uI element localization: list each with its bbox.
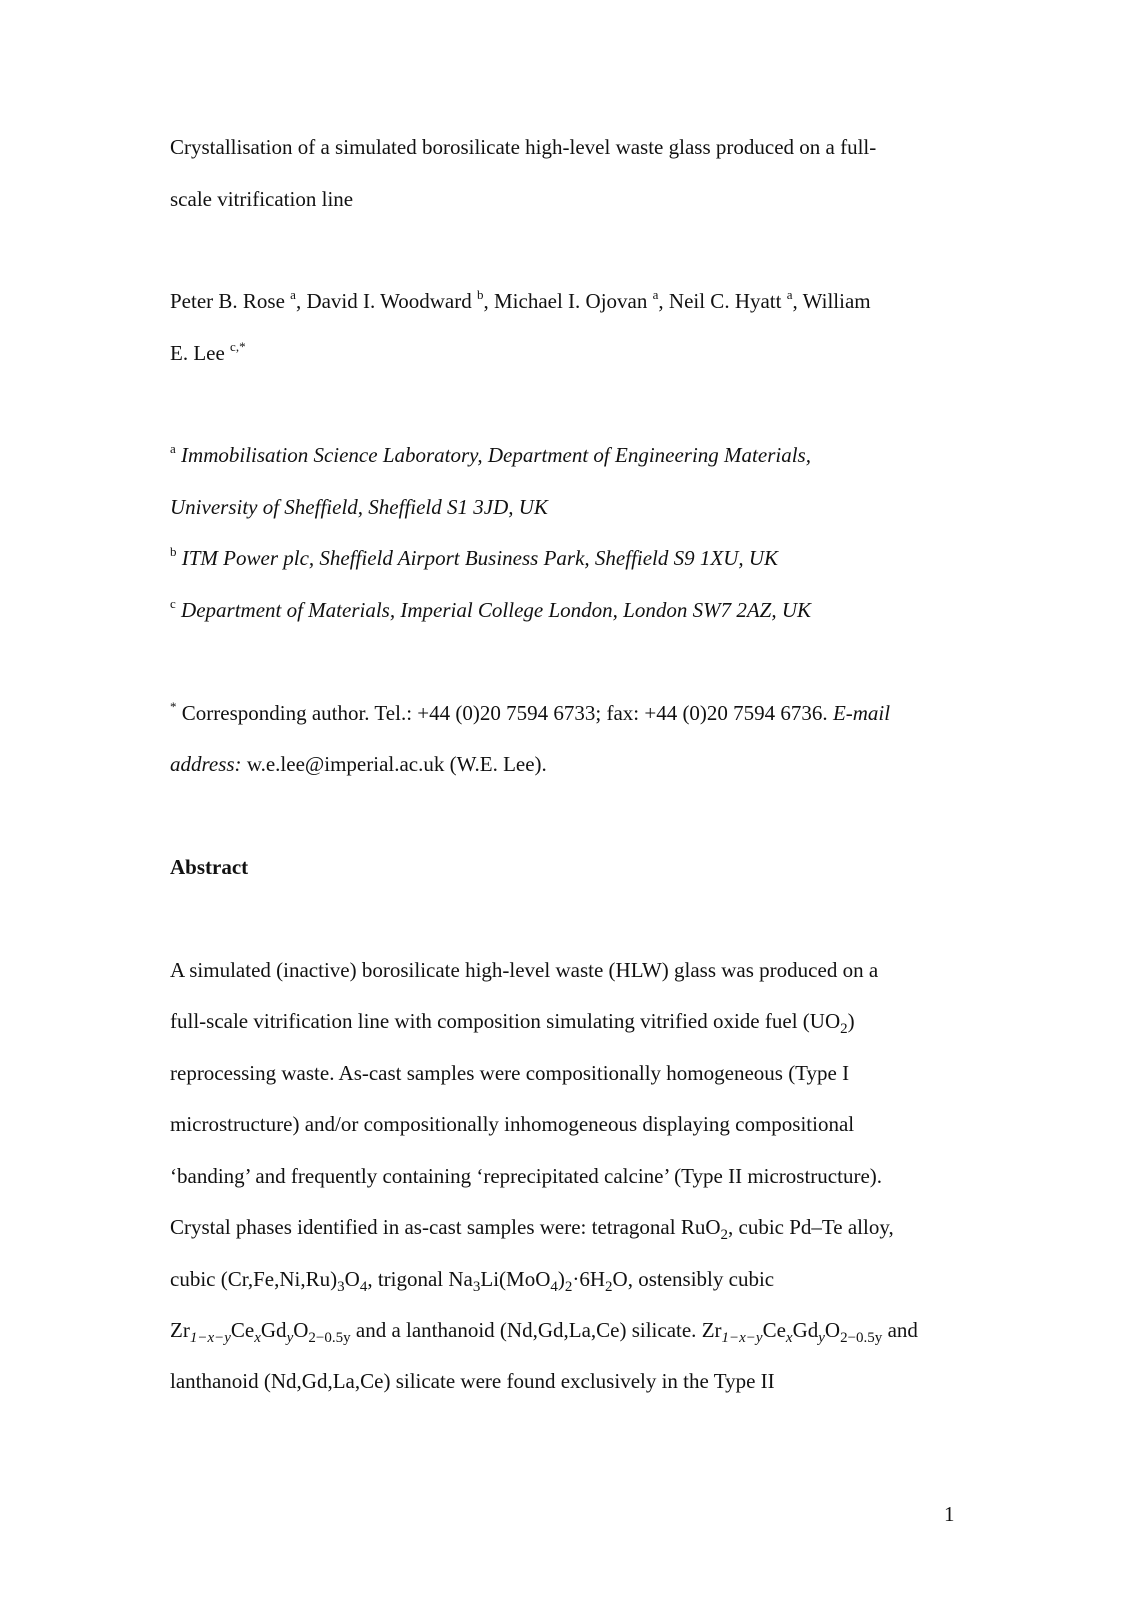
formula-zrcegdo-2: $Zr_{1-x-y}Ce_xGd_yO_{2-0.5y}$ bbox=[701, 1318, 883, 1346]
affiliation-a-line-1: $^a$ Immobilisation Science Laboratory, Department of Engineering Materials, bbox=[170, 441, 811, 467]
abstract-line-2: full-scale vitrification line with composition simulating vitrified oxide fuel $(UO_2)$ bbox=[170, 1009, 855, 1037]
affiliation-a-line-2: University of Sheffield, Sheffield S1 3JD, UK bbox=[170, 495, 548, 519]
abstract-heading: Abstract bbox=[170, 855, 249, 879]
abstract-line-8: $Zr_{1-x-y}Ce_xGd_yO_{2-0.5y}$ and a lanthanoid (Nd,Gd,La,Ce) silicate. $Zr_{1-x-y}Ce_xGd_yO_{2-0.5y}$ and bbox=[170, 1318, 918, 1346]
abstract-line-3: reprocessing waste. As-cast samples were compositionally homogeneous (Type I bbox=[170, 1061, 850, 1085]
affiliation-c: $^c$ Department of Materials, Imperial College London, London SW7 2AZ, UK bbox=[170, 596, 812, 622]
corresponding-author-line-1: * Corresponding author. Tel.: +44 (0)20 7594 6733; fax: +44 (0)20 7594 6736. E-mail bbox=[170, 699, 891, 725]
title-line-1: Crystallisation of a simulated borosilicate high-level waste glass produced on a full- bbox=[170, 135, 877, 159]
formula-zrcegdo-1: $Zr_{1-x-y}Ce_xGd_yO_{2-0.5y}$ bbox=[170, 1318, 351, 1346]
abstract-line-4: microstructure) and/or compositionally inhomogeneous displaying compositional bbox=[170, 1112, 855, 1136]
abstract-line-6: Crystal phases identified in as-cast samples were: tetragonal RuO$_2$, cubic Pd–Te alloy, bbox=[170, 1215, 894, 1243]
abstract-line-5: ‘banding’ and frequently containing ‘reprecipitated calcine’ (Type II microstructure). bbox=[170, 1164, 883, 1188]
affiliation-b: $^b$ ITM Power plc, Sheffield Airport Business Park, Sheffield S9 1XU, UK bbox=[170, 544, 779, 570]
abstract-line-9: lanthanoid (Nd,Gd,La,Ce) silicate were found exclusively in the Type II bbox=[170, 1369, 775, 1393]
page-number: 1 bbox=[944, 1502, 955, 1526]
author-list-line-2: E. Lee $^{c,*}$ bbox=[170, 339, 246, 365]
abstract-line-1: A simulated (inactive) borosilicate high-level waste (HLW) glass was produced on a bbox=[170, 958, 879, 982]
abstract-line-7: cubic $(Cr,Fe,Ni,Ru)_3O_4$, trigonal $Na_3Li(MoO_4)_2\cdot 6H_2O$, ostensibly cubic bbox=[170, 1267, 775, 1295]
author-list: Peter B. Rose $^a$, David I. Woodward $^b$, Michael I. Ojovan $^a$, Neil C. Hyatt $^a$, William bbox=[170, 287, 871, 313]
title-line-2: scale vitrification line bbox=[170, 187, 354, 211]
corresponding-author-line-2: address: w.e.lee@imperial.ac.uk (W.E. Lee). bbox=[170, 752, 547, 776]
